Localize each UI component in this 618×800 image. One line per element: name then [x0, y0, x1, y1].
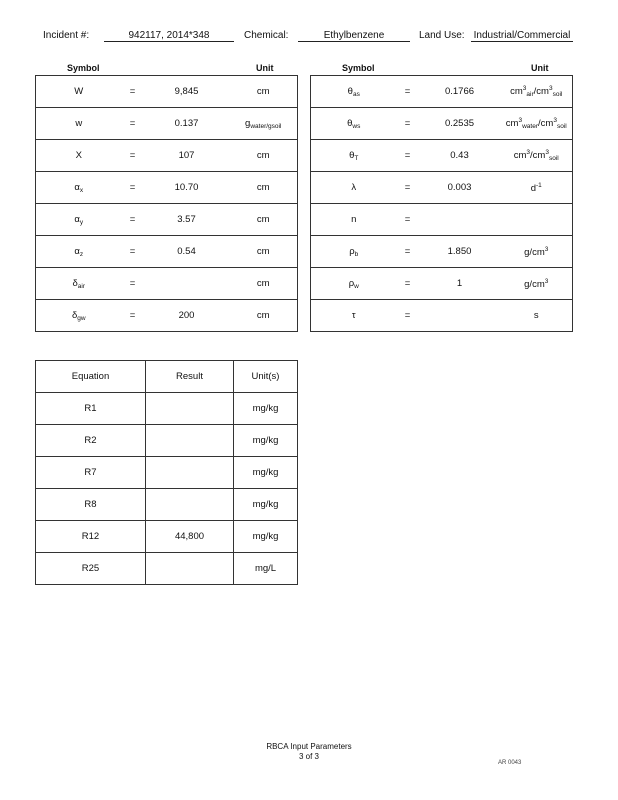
equation-cell: R1: [36, 393, 146, 425]
unit-cell: [501, 140, 573, 172]
equation-table: [35, 360, 298, 585]
unit-subscript: air: [526, 91, 534, 98]
equals-cell: =: [397, 172, 419, 204]
value-cell: 200: [144, 300, 230, 332]
equation-row: [36, 553, 298, 585]
unit-superscript: 3: [553, 117, 557, 124]
symbol: X: [75, 150, 82, 161]
value-cell: [144, 268, 230, 300]
value-cell: 1.850: [419, 236, 501, 268]
unit-cell: mg/kg: [234, 521, 298, 553]
value-cell: 9,845: [144, 76, 230, 108]
unit-superscript: 3: [544, 277, 549, 285]
equals-cell: =: [397, 76, 419, 108]
unit-cell: [501, 76, 573, 108]
left-param-row: [36, 108, 298, 140]
equation-header: Equation: [36, 361, 146, 393]
unit-cell: [230, 172, 298, 204]
symbol-cell: [36, 204, 122, 236]
unit-cell: [230, 300, 298, 332]
unit-cell: mg/kg: [234, 457, 298, 489]
symbol: δ: [71, 309, 78, 321]
symbol-subscript: as: [352, 90, 360, 98]
symbol-cell: [311, 300, 397, 332]
right-param-row: [311, 300, 573, 332]
symbol-cell: [36, 268, 122, 300]
symbol-subscript: b: [354, 250, 359, 258]
unit: cm: [256, 182, 270, 193]
result-cell: [146, 425, 234, 457]
left-param-row: [36, 204, 298, 236]
document-stamp: AR 0043: [498, 760, 522, 766]
symbol: n: [351, 214, 357, 225]
symbol: ρ: [348, 277, 355, 289]
unit-superscript: 3: [545, 149, 549, 156]
left-param-row: [36, 300, 298, 332]
unit-subscript: soil: [556, 123, 567, 130]
value-cell: 0.1766: [419, 76, 501, 108]
value-cell: 0.54: [144, 236, 230, 268]
equation-row: [36, 393, 298, 425]
equation-row: [36, 425, 298, 457]
unit-cell: [501, 268, 573, 300]
left-parameter-table: [35, 75, 298, 332]
equation-row: [36, 489, 298, 521]
symbol: θ: [347, 85, 353, 97]
units-header: Unit(s): [234, 361, 298, 393]
equals-cell: =: [122, 76, 144, 108]
unit: cm: [256, 310, 270, 321]
equation-cell: R7: [36, 457, 146, 489]
value-cell: 1: [419, 268, 501, 300]
unit-cell: [230, 236, 298, 268]
unit-cell: [501, 300, 573, 332]
symbol: α: [74, 181, 80, 193]
unit-cell: [501, 108, 573, 140]
symbol: θ: [347, 117, 353, 129]
equals-cell: =: [122, 108, 144, 140]
equation-header-row: [36, 361, 298, 393]
right-param-row: [311, 140, 573, 172]
symbol-subscript: y: [79, 218, 84, 226]
page-footer: [0, 742, 618, 762]
symbol-subscript: w: [354, 282, 359, 290]
left-param-row: [36, 76, 298, 108]
unit: cm: [256, 278, 270, 289]
unit-superscript: 3: [522, 85, 527, 92]
unit-superscript: 3: [518, 117, 523, 124]
unit-cell: [230, 76, 298, 108]
unit-cell: [230, 108, 298, 140]
symbol-cell: [36, 300, 122, 332]
right-param-row: [311, 204, 573, 236]
unit: s: [533, 310, 539, 321]
value-cell: 10.70: [144, 172, 230, 204]
unit-subscript: soil: [548, 155, 559, 162]
symbol-cell: [311, 268, 397, 300]
result-header: Result: [146, 361, 234, 393]
symbol-cell: [311, 108, 397, 140]
result-cell: 44,800: [146, 521, 234, 553]
symbol: W: [74, 86, 84, 97]
right-param-row: [311, 268, 573, 300]
result-cell: [146, 553, 234, 585]
unit-cell: mg/kg: [234, 489, 298, 521]
left-unit-header: Unit: [256, 63, 274, 73]
unit: cm: [505, 118, 519, 129]
unit-subscript: soil: [552, 91, 563, 98]
equation-row: [36, 457, 298, 489]
result-cell: [146, 393, 234, 425]
unit: g/cm: [524, 278, 545, 290]
unit-cell: mg/kg: [234, 425, 298, 457]
symbol-cell: [311, 140, 397, 172]
symbol-cell: [36, 140, 122, 172]
unit-superscript: 3: [544, 245, 549, 253]
symbol-cell: [36, 76, 122, 108]
right-param-row: [311, 172, 573, 204]
unit: /cm: [538, 118, 554, 129]
symbol-subscript: x: [79, 186, 84, 194]
right-param-row: [311, 76, 573, 108]
unit-cell: [230, 140, 298, 172]
unit-cell: [501, 172, 573, 204]
symbol-cell: [36, 236, 122, 268]
unit-superscript: 3: [548, 85, 553, 92]
right-symbol-header: Symbol: [342, 63, 375, 73]
value-cell: 0.43: [419, 140, 501, 172]
unit: d: [530, 182, 536, 194]
value-cell: [419, 300, 501, 332]
symbol: w: [75, 118, 83, 129]
equals-cell: =: [122, 204, 144, 236]
value-cell: 0.003: [419, 172, 501, 204]
symbol: α: [74, 245, 80, 257]
symbol-subscript: T: [354, 154, 359, 162]
symbol: τ: [351, 310, 356, 321]
landuse-label: Land Use:: [419, 30, 465, 41]
left-symbol-header: Symbol: [67, 63, 100, 73]
symbol-cell: [311, 76, 397, 108]
equals-cell: =: [397, 268, 419, 300]
equals-cell: =: [397, 236, 419, 268]
symbol-cell: [311, 172, 397, 204]
chemical-label: Chemical:: [244, 30, 289, 41]
unit-subscript: water: [522, 123, 538, 130]
unit-superscript: -1: [536, 181, 542, 189]
value-cell: 3.57: [144, 204, 230, 236]
equation-cell: R12: [36, 521, 146, 553]
symbol: λ: [351, 182, 357, 193]
unit: cm: [256, 214, 270, 225]
left-param-row: [36, 140, 298, 172]
unit: g: [245, 117, 251, 129]
unit-superscript: 3: [526, 149, 531, 156]
symbol: ρ: [349, 245, 355, 257]
symbol-cell: [311, 204, 397, 236]
equals-cell: =: [397, 300, 419, 332]
equals-cell: =: [397, 140, 419, 172]
unit: cm: [256, 86, 270, 97]
incident-value-wrap: [104, 30, 234, 42]
unit-cell: [501, 236, 573, 268]
left-param-row: [36, 172, 298, 204]
incident-value: 942117, 2014*348: [104, 30, 234, 42]
value-cell: 107: [144, 140, 230, 172]
landuse-value-wrap: [471, 30, 573, 42]
unit-cell: [230, 204, 298, 236]
equation-cell: R2: [36, 425, 146, 457]
footer-title: RBCA Input Parameters: [266, 742, 352, 751]
unit: /cm: [533, 86, 549, 97]
equation-cell: R8: [36, 489, 146, 521]
unit: cm: [256, 150, 270, 161]
symbol-subscript: z: [79, 250, 84, 258]
unit: cm: [256, 246, 270, 257]
landuse-value: Industrial/Commercial: [471, 30, 573, 42]
incident-label: Incident #:: [43, 30, 90, 41]
result-cell: [146, 489, 234, 521]
value-cell: 0.137: [144, 108, 230, 140]
right-param-row: [311, 108, 573, 140]
result-cell: [146, 457, 234, 489]
footer-page: 3 of 3: [298, 752, 319, 761]
unit: /cm: [530, 150, 546, 161]
unit: cm: [510, 86, 523, 97]
symbol: δ: [72, 277, 78, 289]
symbol-subscript: air: [77, 282, 86, 290]
symbol: α: [74, 213, 80, 225]
unit: g/cm: [524, 246, 545, 258]
symbol-cell: [311, 236, 397, 268]
symbol-cell: [36, 108, 122, 140]
equals-cell: =: [397, 108, 419, 140]
symbol: θ: [349, 149, 355, 161]
right-parameter-table: [310, 75, 573, 332]
symbol-subscript: gw: [77, 314, 86, 322]
symbol-cell: [36, 172, 122, 204]
left-param-row: [36, 268, 298, 300]
equals-cell: =: [122, 300, 144, 332]
unit-cell: mg/kg: [234, 393, 298, 425]
chemical-value: Ethylbenzene: [298, 30, 410, 42]
right-unit-header: Unit: [531, 63, 549, 73]
left-param-row: [36, 236, 298, 268]
symbol-subscript: ws: [352, 122, 361, 130]
chemical-value-wrap: [298, 30, 410, 42]
right-param-row: [311, 236, 573, 268]
equals-cell: =: [122, 172, 144, 204]
value-cell: [419, 204, 501, 236]
equals-cell: =: [122, 140, 144, 172]
equation-cell: R25: [36, 553, 146, 585]
unit: cm: [513, 150, 527, 161]
unit-subscript: soil: [271, 122, 282, 130]
equals-cell: =: [397, 204, 419, 236]
unit-cell: [501, 204, 573, 236]
unit-subscript: water/g: [250, 122, 272, 130]
value-cell: 0.2535: [419, 108, 501, 140]
unit-cell: [230, 268, 298, 300]
equals-cell: =: [122, 236, 144, 268]
equation-row: [36, 521, 298, 553]
equals-cell: =: [122, 268, 144, 300]
unit-cell: mg/L: [234, 553, 298, 585]
